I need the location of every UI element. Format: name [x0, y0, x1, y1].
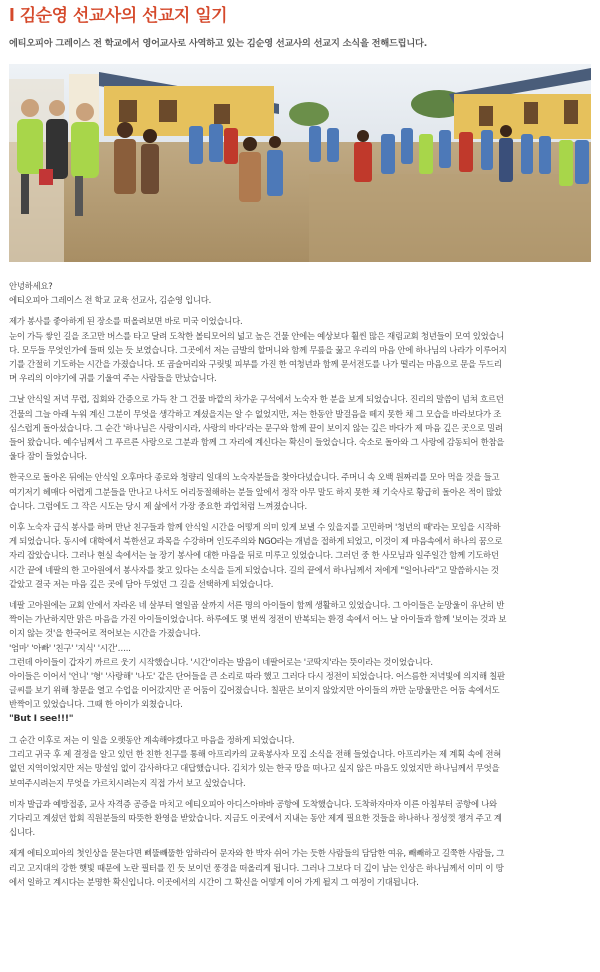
paragraph-impression: [9, 846, 591, 889]
text-line: 이후 노숙자 급식 봉사를 하며 만난 친구들과 함께 안식일 시간을 어떻게 의미 있게 보낼 수 있을지를 고민하며 '청년의 때'라는 모임을 시작하: [9, 522, 501, 533]
text-line: 그런데 아이들이 갑자기 까르르 웃기 시작했습니다. '시간'이라는 발음이 네팔어로는 '코딱지'라는 뜻이라는 것이었습니다.: [9, 656, 433, 667]
text-line: 그리고 귀국 후 제 결정을 알고 있던 한 친한 친구를 통해 아프리카의 교육봉사자 모집 소식을 전해 들었습니다. 아프리카는 제 계획 속에 전혀: [9, 749, 502, 760]
text-line: 그날 안식일 저녁 무렵, 집회와 간증으로 가득 찬 그 건물 바깥의 차가운 구석에서 노숙자 한 분을 보게 되었습니다. 진리의 말씀이 넘쳐 흐르던: [9, 394, 504, 405]
text-line: 비자 발급과 예방접종, 교사 자격증 공증을 마치고 에티오피아 아디스아바바 공항에 도착했습니다. 도착하자마자 이른 아침부터 공항에 나와: [9, 798, 497, 809]
text-line: 자리 잡았습니다. 그러나 현실 속에서는 늘 장기 봉사에 대한 마음을 뒤로 미루고 있었습니다. 그러던 중 한 사모님과 일주일간 함께 기도하던: [9, 550, 499, 561]
text-line: 제가 봉사를 좋아하게 된 장소를 떠올려보면 바로 미국 이었습니다.: [9, 316, 243, 327]
text-line: 제게 에티오피아의 첫인상을 묻는다면 삐뚤빼뚤한 암하라어 문자와 한 박자 쉬어 가는 듯한 사람들의 담담한 여유, 빼빼하고 길쭉한 사람들, 그: [9, 848, 505, 859]
text-line: 보여주시려는지 무엇을 가르치시려는지 직접 가서 보고 싶었습니다.: [9, 777, 246, 788]
article-body: [9, 279, 591, 889]
paragraph-sabbath-evening: [9, 392, 591, 463]
paragraph-usa: [9, 314, 591, 385]
text-line: 없던 지역이었지만 저는 망설임 없이 감사하다고 대답했습니다. 김치가 있는 한국 땅을 떠나고 싶지 않은 마음도 있었지만 하나님께서 무엇을: [9, 763, 500, 774]
page-title: l 김순영 선교사의 선교지 일기: [9, 6, 228, 26]
paragraph-arrival: [9, 797, 591, 840]
text-line: 같았고 결국 저는 마음 깊은 곳에 담아 두었던 그 길을 선택하게 되었습니다.: [9, 578, 274, 589]
text-line: 시간 끝에 네팔의 한 고아원에서 봉사자를 찾고 있다는 소식을 듣게 되었습니다. 길의 끝에서 하나님께서 저에게 "일어나라"고 말씀하시는 것: [9, 564, 499, 575]
shout-quote: "But I see!!!": [9, 712, 74, 724]
page-subtitle: 에티오피아 그레이스 전 학교에서 영어교사로 사역하고 있는 김순영 선교사의 선교지 소식을 전해드립니다.: [9, 38, 427, 49]
text-line: 들어 왔습니다. 예수님께서 그 푸르른 사랑으로 그분과 함께 그 자리에 계신다는 확신이 들었습니다. 숙소로 돌아와 그 사랑에 감동되어 한참을: [9, 437, 505, 448]
text-line: 안녕하세요?: [9, 281, 53, 291]
text-line: 기를 간절히 기도하는 시간을 가졌습니다. 또 곱슬머리와 구릿빛 피부를 가진 한 여청년과 함께 문서전도를 나가 떨리는 마음으로 문을 두드리: [9, 359, 502, 370]
text-line: 에서 일하고 계시다는 분명한 확신입니다. 이곳에서의 시간이 그 확신을 어떻게 이어 가게 될지 그 여정이 기대됩니다.: [9, 876, 419, 887]
text-line: 짝이는 가난하지만 맑은 마음을 가진 아이들이었습니다. 하루에도 몇 번씩 정전이 반복되는 환경 속에서 어느 날 아이들과 함께 '보이는 것과 보: [9, 614, 507, 625]
text-line: 여기저기 헤매다 어렵게 그분들을 만나고 나서도 어리둥절해하는 분들 앞에서 정작 아무 말도 하지 못한 채 기숙사로 황급히 돌아온 적이 많았: [9, 486, 502, 497]
text-line: 이지 않는 것'을 한국어로 적어보는 시간을 가졌습니다.: [9, 628, 201, 639]
paragraph-decision: [9, 733, 591, 790]
text-line: 심스럽게 돌아섰습니다. 그 순간 '하나님은 사랑이시라, 사랑의 바다'라는 문구와 함께 끝이 보이지 않는 깊은 바다가 제 마음 깊은 곳으로 밀려: [9, 422, 503, 433]
text-line: 눈이 가득 쌓인 길을 조고만 버스를 타고 달려 도착한 볼티모어의 넓고 높은 건물 안에는 예상보다 훨씬 많은 재림교회 청년들이 모여 있었습니: [9, 330, 505, 341]
text-line: 반짝이고 있었습니다. 그때 한 아이가 외쳤습니다.: [9, 699, 183, 710]
text-line: 다. 모두들 무엇인가에 들떠 있는 듯 보였습니다. 그곳에서 저는 금발의 할머니와 함께 무릎을 꿇고 우리의 마음 안에 하나님의 나라가 이루어지: [9, 344, 507, 355]
text-line: 건물의 그늘 아래 누워 계신 그분이 무엇을 생각하고 계셨을지는 알 수 없었지만, 저는 한동안 발걸음을 떼지 못한 채 그 모습을 바라보다가 조: [9, 408, 502, 419]
paragraph-nepal: [9, 598, 591, 726]
paragraph-korea: [9, 470, 591, 513]
text-line: 아이들은 이어서 '언니' '형' '사랑해' '나도' 같은 단어들을 큰 소리로 따라 했고 그러다 다시 정전이 되었습니다. 어스름한 저녁빛에 의지해 칠판: [9, 671, 505, 682]
text-line: '엄마' '아빠' '친구' '지식' '시간'…..: [9, 642, 131, 653]
text-line: 네팔 고아원에는 교회 안에서 자라온 네 살부터 열일곱 살까지 서른 명의 아이들이 함께 생활하고 있었습니다. 그 아이들은 눈망울이 유난히 반: [9, 600, 505, 611]
text-line: 그 순간 이후로 저는 이 일을 오랫동안 계속해야겠다고 마음을 정하게 되었습니다.: [9, 734, 295, 745]
text-line: 십니다.: [9, 827, 35, 838]
text-line: 한국으로 돌아온 뒤에는 안식일 오후마다 종로와 청량리 일대의 노숙자분들을 찾아다녔습니다. 주머니 속 오백 원짜리를 모아 먹을 것을 들고: [9, 472, 500, 483]
text-line: 며 우리의 이야기에 귀를 기울여 주는 사람들을 만났습니다.: [9, 373, 217, 384]
text-line: 게 되었습니다. 동시에 대학에서 북한선교 과목을 수강하며 인도주의와 NGO라는 개념을 접하게 되었고, 이것이 제 마음속에서 하나의 꿈으로: [9, 536, 503, 547]
paragraph-youth-meeting: [9, 520, 591, 591]
text-line: 기다리고 계셨던 합회 직원분들의 따뜻한 환영을 받았습니다. 지금도 이곳에서 지내는 동안 제게 필요한 것들을 하나하나 정성껏 챙겨 주고 계: [9, 812, 502, 823]
text-line: 리고 고지대의 강한 햇빛 때문에 노란 필터를 낀 듯 보이던 풍경을 떠올리게 됩니다. 그러나 그보다 더 깊이 남는 인상은 하나님께서 이미 이 땅: [9, 862, 504, 873]
paragraph-greeting: [9, 279, 591, 307]
text-line: 글씨를 보기 위해 창문을 열고 수업을 이어갔지만 곧 어둠이 깊어졌습니다. 칠판은 보이지 않았지만 아이들의 까만 눈망울만은 어둠 속에서도: [9, 685, 500, 696]
text-line: 울다 잠이 들었습니다.: [9, 451, 87, 462]
text-line: 습니다. 그럼에도 그 작은 시도는 당시 제 삶에서 가장 중요한 과업처럼 느껴졌습니다.: [9, 500, 307, 511]
mission-school-photo: [9, 64, 591, 262]
text-line: 에티오피아 그레이스 전 학교 교육 선교사, 김순영 입니다.: [9, 295, 212, 306]
